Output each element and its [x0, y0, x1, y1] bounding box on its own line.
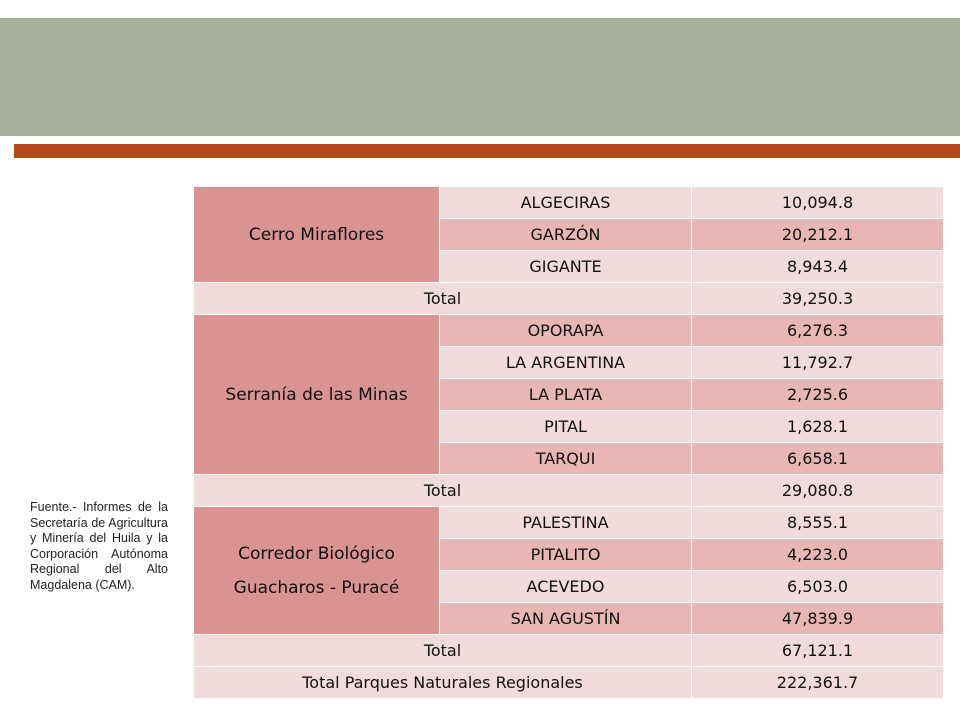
grand-total-label: Total Parques Naturales Regionales: [194, 667, 692, 699]
group-name: Corredor Biológico Guacharos - Puracé: [233, 543, 400, 598]
value-cell: 20,212.1: [692, 219, 944, 251]
accent-line-gap: [0, 144, 14, 158]
total-label: Total: [194, 635, 692, 667]
group-name-cell: [194, 507, 440, 635]
municipio-cell: LA ARGENTINA: [440, 347, 692, 379]
total-value: 29,080.8: [692, 475, 944, 507]
municipio-cell: PITALITO: [440, 539, 692, 571]
total-label: Total: [194, 283, 692, 315]
value-cell: 8,555.1: [692, 507, 944, 539]
value-cell: 6,276.3: [692, 315, 944, 347]
municipio-cell: ACEVEDO: [440, 571, 692, 603]
parks-table: [193, 186, 944, 699]
table-row: [194, 187, 944, 219]
municipio-cell: PALESTINA: [440, 507, 692, 539]
group-name-cell: [194, 187, 440, 283]
value-cell: 10,094.8: [692, 187, 944, 219]
municipio-cell: ALGECIRAS: [440, 187, 692, 219]
value-cell: 4,223.0: [692, 539, 944, 571]
municipio-cell: LA PLATA: [440, 379, 692, 411]
accent-line: [0, 144, 960, 158]
municipio-cell: PITAL: [440, 411, 692, 443]
municipio-cell: GIGANTE: [440, 251, 692, 283]
group-name: Serranía de las Minas: [225, 384, 408, 405]
table-row: [194, 507, 944, 539]
value-cell: 11,792.7: [692, 347, 944, 379]
municipio-cell: SAN AGUSTÍN: [440, 603, 692, 635]
grand-total-row: [194, 667, 944, 699]
value-cell: 8,943.4: [692, 251, 944, 283]
municipio-cell: OPORAPA: [440, 315, 692, 347]
group-name-cell: [194, 315, 440, 475]
header-band: [0, 18, 960, 136]
total-label: Total: [194, 475, 692, 507]
total-row: [194, 283, 944, 315]
total-row: [194, 475, 944, 507]
table-row: [194, 315, 944, 347]
value-cell: 2,725.6: [692, 379, 944, 411]
source-note: Fuente.- Informes de la Secretaría de Agricultura y Minería del Huila y la Corporación Autónoma Regional del Alto Magdalena (CAM).: [30, 500, 168, 592]
value-cell: 47,839.9: [692, 603, 944, 635]
value-cell: 6,503.0: [692, 571, 944, 603]
value-cell: 6,658.1: [692, 443, 944, 475]
group-name: Cerro Miraflores: [248, 224, 385, 245]
value-cell: 1,628.1: [692, 411, 944, 443]
municipio-cell: TARQUI: [440, 443, 692, 475]
grand-total-value: 222,361.7: [692, 667, 944, 699]
municipio-cell: GARZÓN: [440, 219, 692, 251]
total-value: 39,250.3: [692, 283, 944, 315]
total-row: [194, 635, 944, 667]
total-value: 67,121.1: [692, 635, 944, 667]
